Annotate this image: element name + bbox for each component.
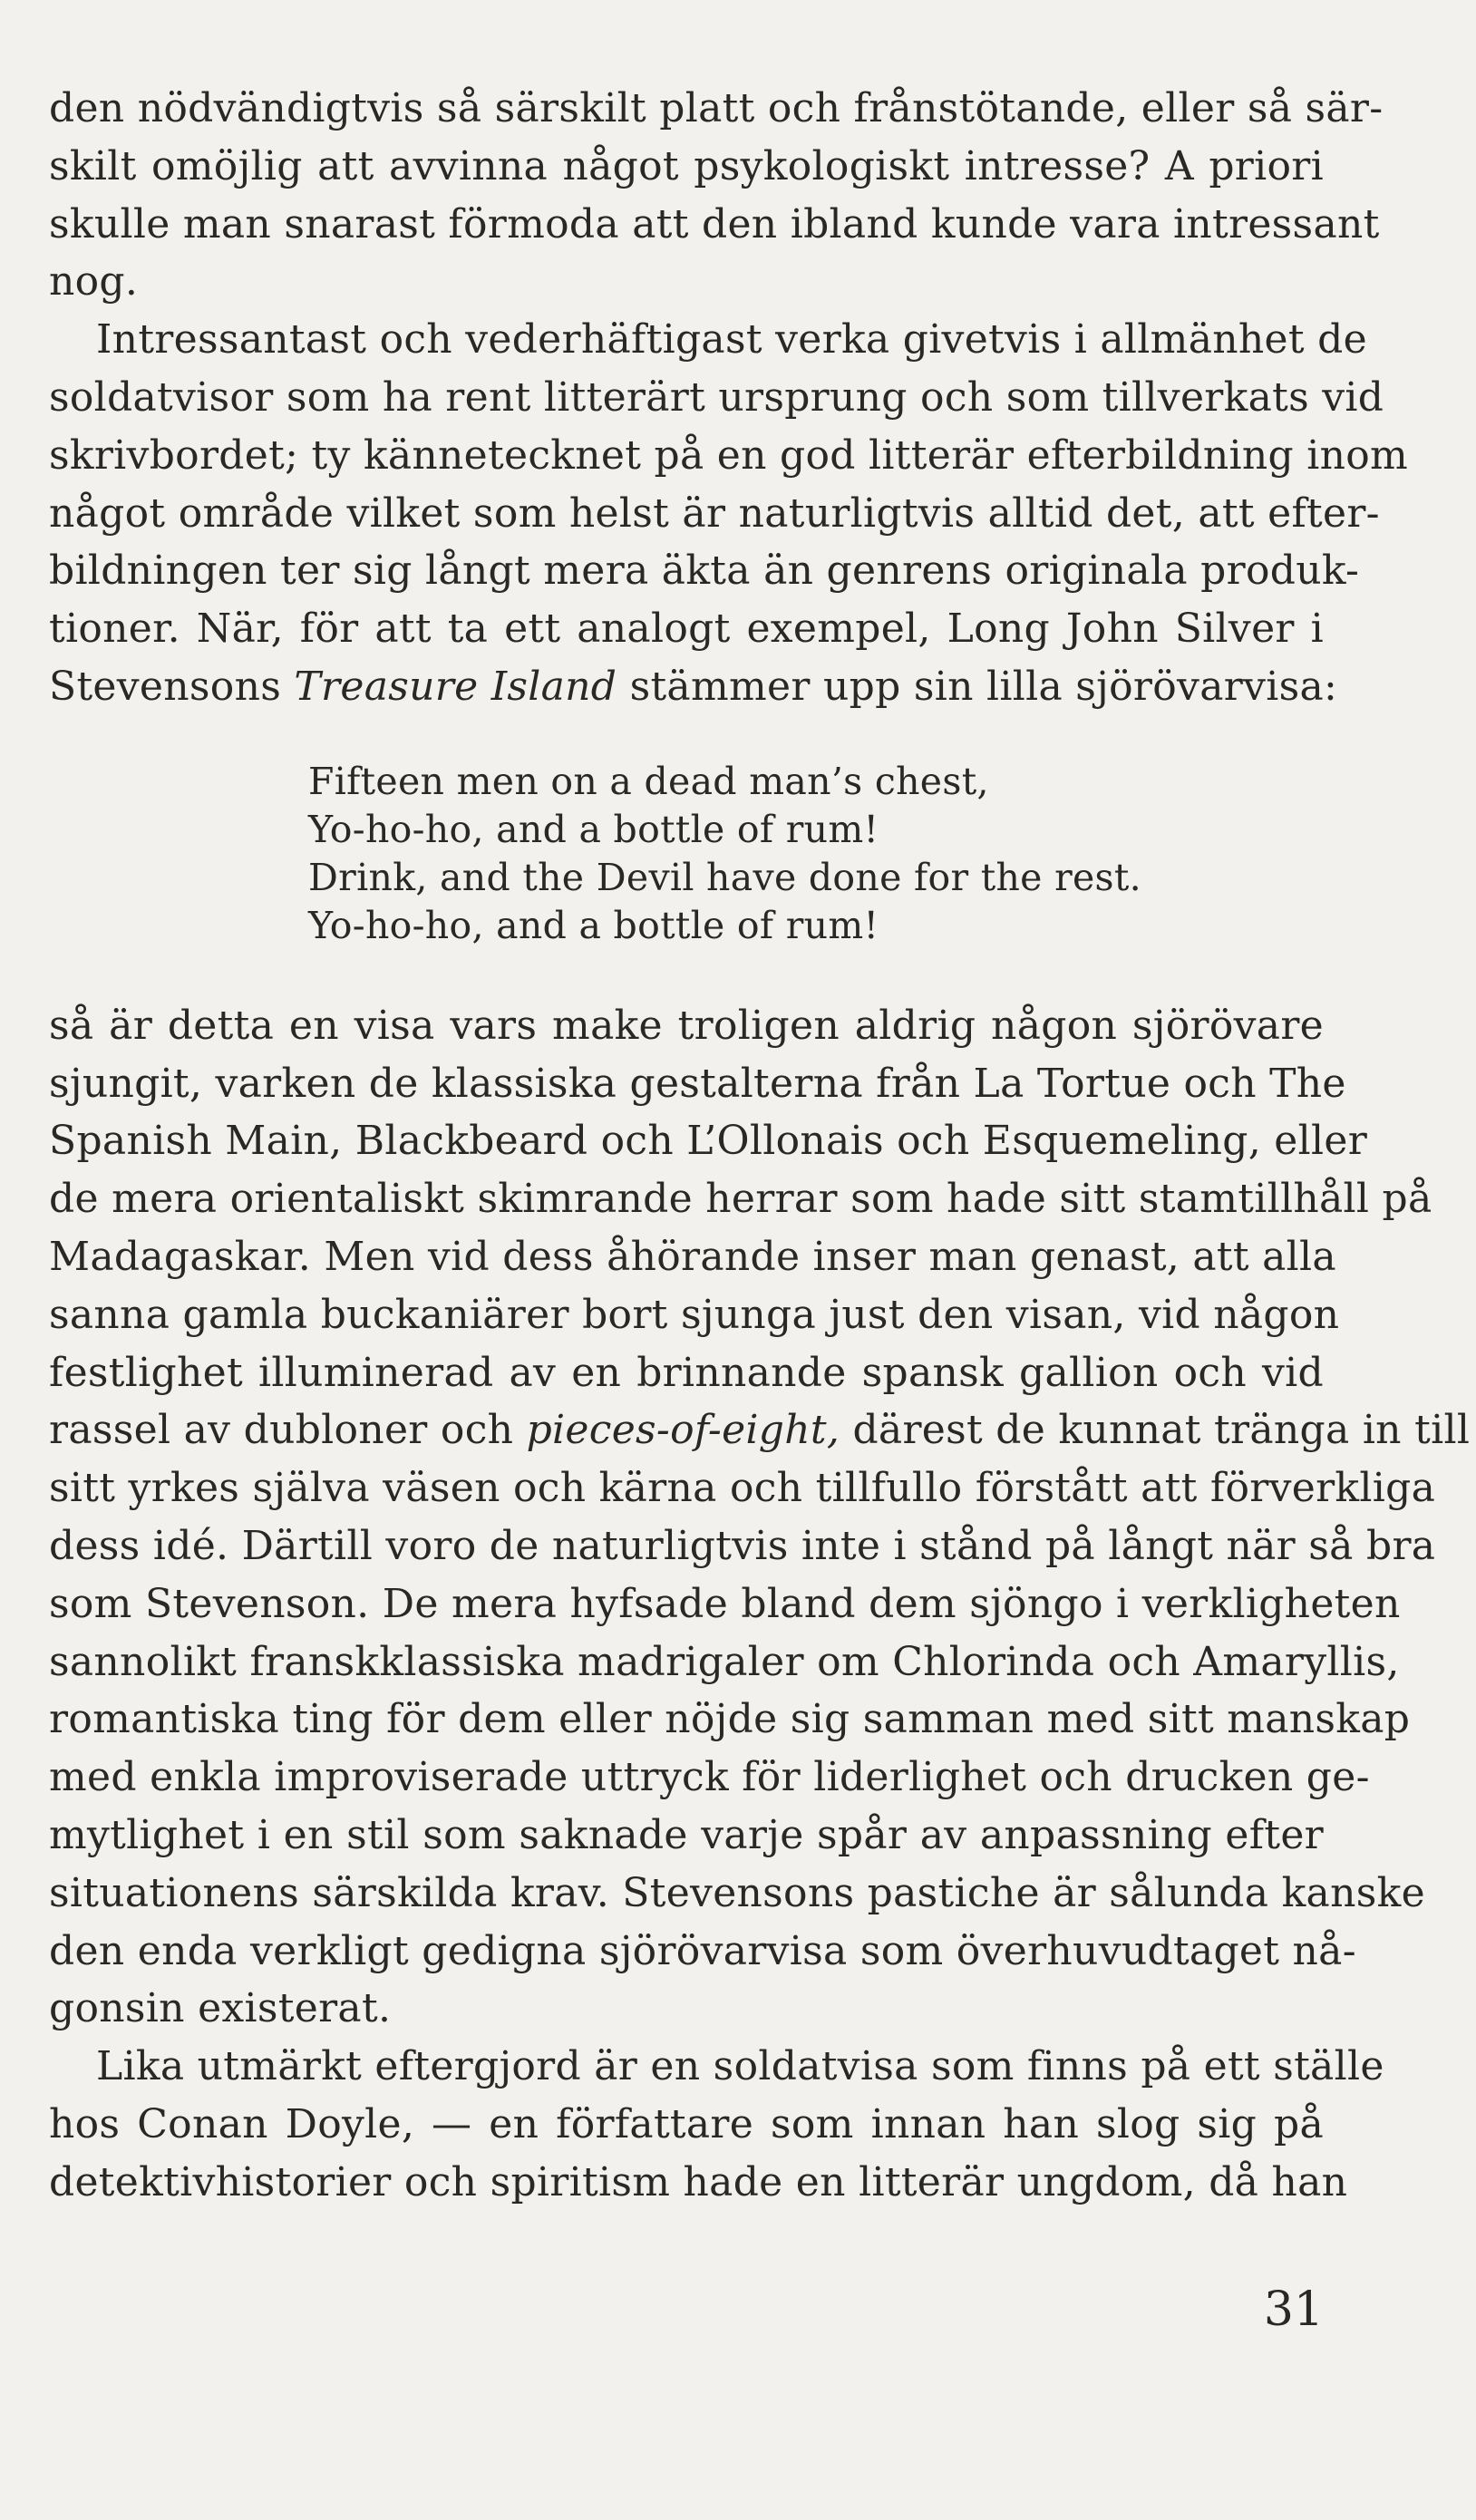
- text-line: festlighet illuminerad av en brinnande spansk gallion och vid: [49, 1349, 1324, 1396]
- text-line-with-italic: [49, 1401, 1471, 1459]
- text-line: så är detta en visa vars make troligen aldrig någon sjörövare: [49, 1002, 1324, 1049]
- text-line: Intressantast och vederhäftigast verka givetvis i allmänhet de: [96, 316, 1367, 363]
- text-line-with-title: [49, 658, 1338, 716]
- paragraph-3: [49, 997, 1471, 2038]
- page-body: [49, 80, 1471, 2212]
- text-line: nog.: [49, 258, 139, 305]
- text-line: gonsin existerat.: [49, 1985, 392, 2032]
- text-line: mytlighet i en stil som saknade varje spår av anpassning efter: [49, 1811, 1324, 1858]
- text-line: skulle man snarast förmoda att den ibland kunde vara intressant: [49, 200, 1380, 247]
- verse-quotation: [308, 758, 1324, 950]
- text-line: soldatvisor som ha rent litterärt ursprung och som tillverkats vid: [49, 373, 1384, 421]
- text-line: de mera orientaliskt skimrande herrar som hade sitt stamtillhåll på: [49, 1176, 1432, 1223]
- text-line: situationens särskilda krav. Stevensons pastiche är sålunda kanske: [49, 1869, 1425, 1916]
- book-title: Treasure Island: [294, 663, 617, 710]
- text-line: dess idé. Därtill voro de naturligtvis inte i stånd på långt när så bra: [49, 1522, 1436, 1569]
- text-line: Spanish Main, Blackbeard och L’Ollonais och Esquemeling, eller: [49, 1118, 1368, 1165]
- text-line: Madagaskar. Men vid dess åhörande inser man genast, att alla: [49, 1233, 1336, 1280]
- text-line: romantiska ting för dem eller nöjde sig samman med sitt manskap: [49, 1696, 1411, 1743]
- paragraph-4: [49, 2038, 1384, 2211]
- text-line: tioner. När, för att ta ett analogt exempel, Long John Silver i: [49, 606, 1324, 653]
- verse-line: Fifteen men on a dead man’s chest,: [308, 759, 989, 803]
- verse-line: Drink, and the Devil have done for the rest.: [308, 855, 1141, 899]
- text-run: stämmer upp sin lilla sjörövarvisa:: [617, 663, 1338, 710]
- text-line: den nödvändigtvis så särskilt platt och frånstötande, eller så sär-: [49, 85, 1384, 131]
- text-line: sanna gamla buckaniärer bort sjunga just den visan, vid någon: [49, 1291, 1340, 1338]
- text-line: något område vilket som helst är naturligtvis alltid det, att efter-: [49, 489, 1380, 537]
- page-number: 31: [1263, 2283, 1324, 2337]
- text-line: sannolikt franskklassiska madrigaler om Chlorinda och Amaryllis,: [49, 1638, 1400, 1685]
- text-run: rassel av dubloner och: [49, 1407, 527, 1454]
- text-line: skrivbordet; ty kännetecknet på en god litterär efterbildning inom: [49, 431, 1409, 479]
- italic-term: pieces-of-eight,: [526, 1407, 840, 1454]
- text-line: den enda verkligt gedigna sjörövarvisa som överhuvudtaget nå-: [49, 1927, 1356, 1974]
- text-line: sitt yrkes själva väsen och kärna och tillfullo förstått att förverkliga: [49, 1465, 1436, 1512]
- text-line: detektivhistorier och spiritism hade en litterär ungdom, då han: [49, 2158, 1348, 2205]
- text-run: därest de kunnat tränga in till: [840, 1407, 1471, 1454]
- text-run: Stevensons: [49, 663, 295, 710]
- verse-line: Yo-ho-ho, and a bottle of rum!: [308, 807, 879, 851]
- text-line: bildningen ter sig långt mera äkta än genrens originala produk-: [49, 548, 1360, 595]
- text-line: skilt omöjlig att avvinna något psykologiskt intresse? A priori: [49, 142, 1324, 189]
- text-line: med enkla improviserade uttryck för liderlighet och drucken ge-: [49, 1754, 1370, 1801]
- paragraph-1: [49, 80, 1384, 311]
- verse-line: Yo-ho-ho, and a bottle of rum!: [308, 903, 879, 947]
- paragraph-2: [49, 311, 1409, 716]
- text-line: hos Conan Doyle, — en författare som innan han slog sig på: [49, 2100, 1324, 2147]
- text-line: som Stevenson. De mera hyfsade bland dem sjöngo i verkligheten: [49, 1580, 1401, 1627]
- text-line: sjungit, varken de klassiska gestalterna från La Tortue och The: [49, 1060, 1346, 1107]
- text-line: Lika utmärkt eftergjord är en soldatvisa som finns på ett ställe: [96, 2043, 1384, 2090]
